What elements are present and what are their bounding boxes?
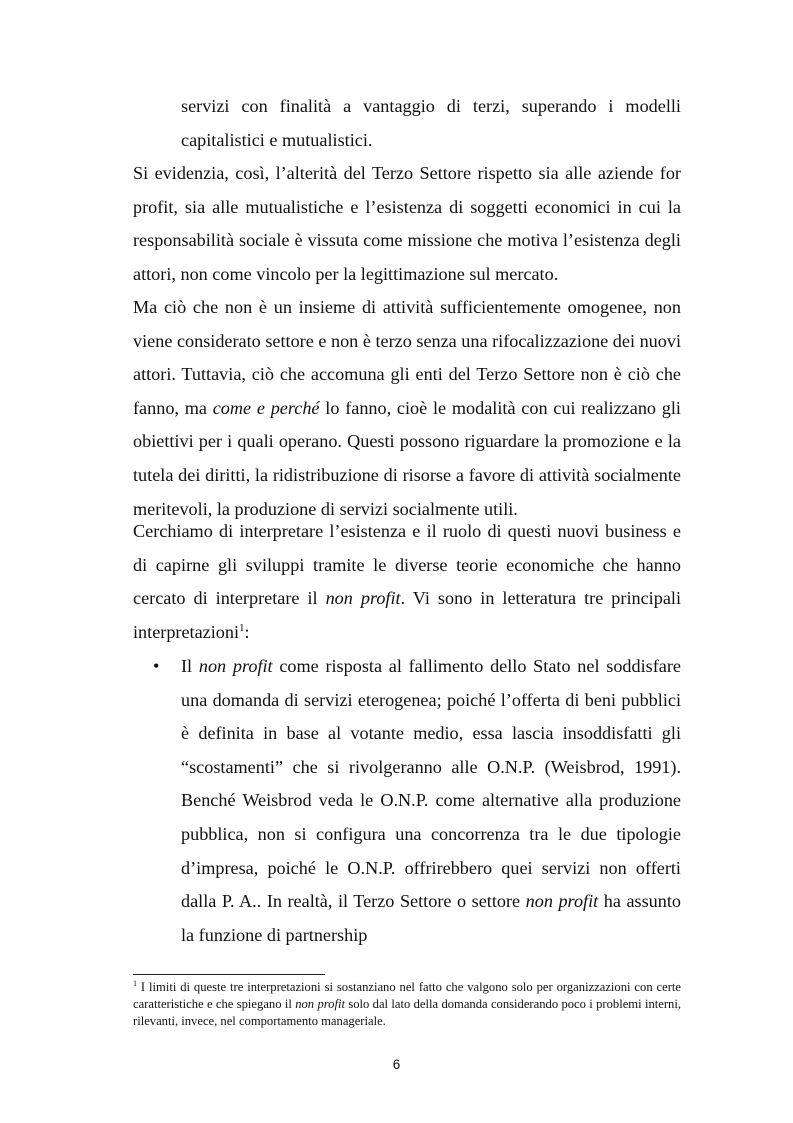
paragraph-alterita: Si evidenzia, così, l’alterità del Terzo Settore rispetto sia alle aziende for profit, sia alle mutualistiche e l’esistenza di soggetti economici in cui la responsabilità sociale è vissuta come missione che motiva l’esistenza degli attori, non come vincolo per la legittimazione sul mercato. [133, 163, 681, 284]
footnote-text: solo dal lato della domanda considerando poco i problemi interni, rilevanti, invece, nel comportamento manageriale. [133, 997, 681, 1028]
italic-text: come e perché [212, 397, 320, 418]
paragraph-modalita [133, 291, 681, 526]
footnote-divider [133, 974, 325, 975]
footnote-marker: 1 [133, 979, 137, 988]
list-item-text: Il [181, 656, 199, 676]
paragraph-text: Cerchiamo di interpretare l’esistenza e il ruolo di questi nuovi business e di capirne gli sviluppi tramite le diverse teorie economiche che hanno cercato di interpretare il [133, 521, 681, 609]
footnote-text: I limiti di queste tre interpretazioni si sostanziano nel fatto che valgono solo per organizzazioni con certe caratteristiche e che spiegano il [133, 980, 681, 1011]
list-item-text: come risposta al fallimento dello Stato nel soddisfare una domanda di servizi eterogenea; poiché l’offerta di beni pubblici è definita in base al votante medio, essa lascia insoddisfatti gli “scostamenti” che si rivolgeranno alle O.N.P. (Weisbrod, 1991). Benché Weisbrod veda le O.N.P. come alternative alla produzione pubblica, non si configura una concorrenza tra le due tipologie d’impresa, poiché le O.N.P. offrirebbero quei servizi non offerti dalla P. A.. In realtà, il Terzo Settore o settore [181, 656, 681, 912]
paragraph-continuation: servizi con finalità a vantaggio di terzi, superando i modelli capitalistici e mutualistici. [181, 96, 681, 150]
list-item-text: ha assunto la funzione di partnership [181, 891, 682, 945]
paragraph-text: Ma ciò che non è un insieme di attività sufficientemente omogenee, non viene considerato settore e non è terzo senza una rifocalizzazione dei nuovi attori. Tuttavia, ciò che accomuna gli enti del Terzo Settore non è ciò che fanno, ma [133, 297, 681, 418]
italic-text: non profit [295, 997, 345, 1011]
bullet-icon: • [153, 656, 160, 676]
footnote-reference[interactable]: 1 [239, 621, 245, 634]
italic-text: non profit [198, 656, 273, 676]
italic-text: non profit [525, 891, 599, 912]
list-item [181, 650, 681, 952]
paragraph-text: lo fanno, cioè le modalità con cui realizzano gli obiettivi per i quali operano. Questi possono riguardare la promozione e la tutela dei diritti, la ridistribuzione di risorse a favore di attività socialmente meritevoli, la produzione di servizi socialmente utili. [133, 397, 681, 519]
italic-text: non profit [325, 588, 401, 609]
paragraph-text: . Vi sono in letteratura tre principali interpretazioni [133, 588, 681, 642]
paragraph-interpretazioni [133, 515, 681, 649]
footnote [133, 979, 681, 1030]
page-number: 6 [392, 1057, 401, 1072]
paragraph-text: : [244, 621, 250, 642]
